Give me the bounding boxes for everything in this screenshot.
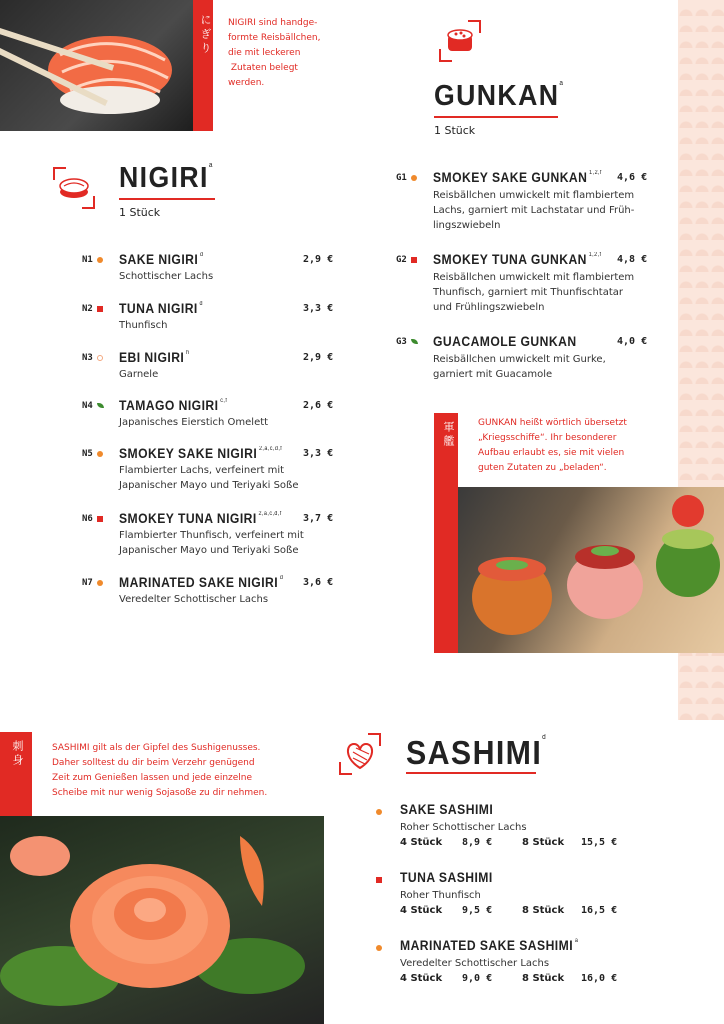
nigiri-item-code-text: N1 <box>82 255 93 265</box>
sashimi-qty-8: 8 Stück <box>522 905 565 916</box>
nigiri-item-name <box>119 575 283 590</box>
sashimi-qty-8: 8 Stück <box>522 837 565 848</box>
gunkan-icon <box>438 19 482 63</box>
nigiri-item-desc: Japanisches Eierstich Omelett <box>119 417 269 428</box>
nigiri-item-name <box>119 350 190 365</box>
sashimi-qty-4: 4 Stück <box>400 837 443 848</box>
gunkan-item-code-text: G2 <box>396 255 407 265</box>
sashimi-price-4: 8,9 € <box>462 837 493 848</box>
nigiri-intro-bar <box>193 0 213 131</box>
gunkan-item-name-text: GUACAMOLE GUNKAN <box>433 334 577 349</box>
sashimi-item-name <box>400 870 493 885</box>
nigiri-item-code <box>82 449 103 459</box>
gunkan-item-price: 4,6 € <box>617 172 648 183</box>
item-marker-icon <box>376 809 382 815</box>
sashimi-qty-4: 4 Stück <box>400 973 443 984</box>
nigiri-item-code <box>82 578 103 588</box>
sashimi-item-name <box>400 802 493 817</box>
sashimi-qty-8: 8 Stück <box>522 973 565 984</box>
gunkan-item-code <box>396 173 417 183</box>
nigiri-item-name <box>119 398 227 413</box>
nigiri-item-code <box>82 353 103 363</box>
nigiri-intro-text: NIGIRI sind handge- formte Reisbällchen, die mit leckeren Zutaten belegt werden. <box>228 18 321 88</box>
sashimi-price-8: 16,0 € <box>581 973 618 984</box>
nigiri-item-code-text: N4 <box>82 401 93 411</box>
item-marker-icon <box>97 580 103 586</box>
sashimi-intro-bar <box>0 732 32 816</box>
nigiri-intro-vertical: にぎり <box>199 14 212 56</box>
nigiri-item-desc: Thunfisch <box>119 320 168 331</box>
gunkan-item-name-text: SMOKEY SAKE GUNKAN <box>433 170 588 185</box>
sashimi-item-desc: Roher Thunfisch <box>400 890 481 901</box>
gunkan-item-desc: Reisbällchen umwickelt mit Gurke, <box>433 354 606 365</box>
item-marker-icon <box>97 451 103 457</box>
gunkan-intro-vertical: 軍艦 <box>442 421 455 449</box>
gunkan-item-name <box>433 170 602 185</box>
nigiri-item-desc: Japanischer Mayo und Teriyaki Soße <box>119 480 299 491</box>
gunkan-title: GUNKAN$^a$ <box>434 80 565 112</box>
nigiri-item-name-text: TUNA NIGIRI <box>119 301 198 316</box>
gunkan-intro-bar <box>434 413 458 653</box>
sashimi-item-name <box>400 938 578 953</box>
sashimi-intro-text: SASHIMI gilt als der Gipfel des Sushigenusses. Daher solltest du dir beim Verzehr genügend Zeit zum Genießen lassen und jede einzelne Scheibe mit nur wenig Sojasoße zu dir nehmen. <box>52 743 268 798</box>
nigiri-item-allergens: 2,a,c,d,f <box>258 446 283 452</box>
sashimi-item-desc: Roher Schottischer Lachs <box>400 822 527 833</box>
nigiri-item-desc: Schottischer Lachs <box>119 271 214 282</box>
nigiri-item-price: 2,6 € <box>303 400 334 411</box>
nigiri-item-code-text: N7 <box>82 578 93 588</box>
nigiri-item-price: 3,3 € <box>303 448 334 459</box>
gunkan-item-name-text: SMOKEY TUNA GUNKAN <box>433 252 587 267</box>
nigiri-item-name <box>119 301 203 316</box>
item-marker-icon <box>411 257 417 263</box>
nigiri-item-allergens: 2,a,c,d,f <box>258 511 282 517</box>
gunkan-title-underline <box>434 116 558 118</box>
sashimi-icon <box>338 732 382 776</box>
gunkan-item-code <box>396 255 417 265</box>
gunkan-photo <box>458 487 724 653</box>
nigiri-item-price: 3,7 € <box>303 513 334 524</box>
gunkan-item-allergens: 1,2,f <box>589 170 602 176</box>
nigiri-item-allergens: d <box>200 252 204 258</box>
gunkan-subtitle: 1 Stück <box>434 124 476 137</box>
nigiri-item-name <box>119 511 282 526</box>
nigiri-item-allergens: d <box>199 301 204 307</box>
nigiri-item-name-text: TAMAGO NIGIRI <box>119 398 219 413</box>
gunkan-item-desc: garniert mit Guacamole <box>433 369 553 380</box>
nigiri-item-price: 3,3 € <box>303 303 334 314</box>
gunkan-item-desc: Lachs, garniert mit Lachstatar und Früh- <box>433 205 635 216</box>
sashimi-item-allergens: a <box>574 938 579 944</box>
nigiri-item-code <box>82 514 103 524</box>
nigiri-title: NIGIRI$^a$ <box>119 162 214 194</box>
nigiri-item-desc: Flambierter Thunfisch, verfeinert mit <box>119 530 304 541</box>
item-marker-icon <box>97 306 103 312</box>
nigiri-item-code <box>82 255 103 265</box>
gunkan-item-price: 4,8 € <box>617 254 648 265</box>
nigiri-item-code-text: N5 <box>82 449 93 459</box>
sashimi-price-8: 15,5 € <box>581 837 618 848</box>
nigiri-item-name <box>119 446 282 461</box>
gunkan-item-price: 4,0 € <box>617 336 648 347</box>
nigiri-subtitle: 1 Stück <box>119 206 161 219</box>
gunkan-intro-text: GUNKAN heißt wörtlich übersetzt „Kriegsschiffe“. Ihr besonderer Aufbau erlaubt es, sie mit vielen guten Zutaten zu „beladen“. <box>478 418 627 473</box>
sashimi-item-name-text: SAKE SASHIMI <box>400 802 494 817</box>
nigiri-item-name-text: MARINATED SAKE NIGIRI <box>119 575 279 590</box>
nigiri-item-desc: Japanischer Mayo und Teriyaki Soße <box>119 545 299 556</box>
sashimi-title-underline <box>406 772 536 774</box>
item-marker-icon <box>97 355 103 361</box>
nigiri-item-code-text: N6 <box>82 514 93 524</box>
sashimi-item-name-text: MARINATED SAKE SASHIMI <box>400 938 574 953</box>
nigiri-item-desc: Flambierter Lachs, verfeinert mit <box>119 465 285 476</box>
nigiri-item-price: 3,6 € <box>303 577 334 588</box>
item-marker-icon <box>411 339 418 344</box>
sashimi-title: SASHIMI$^d$ <box>406 734 548 771</box>
gunkan-item-desc: Thunfisch, garniert mit Thunfischtatar <box>433 287 624 298</box>
nigiri-item-code-text: N3 <box>82 353 93 363</box>
item-marker-icon <box>376 945 382 951</box>
sashimi-qty-4: 4 Stück <box>400 905 443 916</box>
sashimi-price-8: 16,5 € <box>581 905 618 916</box>
sashimi-price-4: 9,0 € <box>462 973 493 984</box>
nigiri-item-name <box>119 252 203 267</box>
gunkan-item-desc: lingszwiebeln <box>433 220 501 231</box>
nigiri-item-desc: Veredelter Schottischer Lachs <box>119 594 269 605</box>
nigiri-item-code <box>82 304 103 314</box>
nigiri-item-code <box>82 401 104 411</box>
gunkan-item-desc: Reisbällchen umwickelt mit flambiertem <box>433 272 635 283</box>
nigiri-item-name-text: SMOKEY TUNA NIGIRI <box>119 511 257 526</box>
item-marker-icon <box>97 403 104 408</box>
gunkan-item-name <box>433 334 577 349</box>
nigiri-item-allergens: h <box>186 350 190 356</box>
nigiri-item-allergens: c,f <box>220 398 228 404</box>
gunkan-item-desc: und Frühlingszwiebeln <box>433 302 545 313</box>
nigiri-item-allergens: d <box>279 575 284 581</box>
sashimi-item-name-text: TUNA SASHIMI <box>400 870 493 885</box>
nigiri-photo <box>0 0 193 131</box>
nigiri-title-underline <box>119 198 215 200</box>
sashimi-photo <box>0 816 324 1024</box>
gunkan-item-code <box>396 337 418 347</box>
gunkan-item-allergens: 1,2,f <box>588 252 602 258</box>
gunkan-item-code-text: G1 <box>396 173 407 183</box>
nigiri-item-desc: Garnele <box>119 369 159 380</box>
sashimi-intro-vertical: 刺身 <box>11 740 24 768</box>
nigiri-item-code-text: N2 <box>82 304 93 314</box>
nigiri-item-name-text: EBI NIGIRI <box>119 350 185 365</box>
item-marker-icon <box>97 516 103 522</box>
item-marker-icon <box>376 877 382 883</box>
nigiri-item-price: 2,9 € <box>303 254 334 265</box>
item-marker-icon <box>97 257 103 263</box>
nigiri-icon <box>52 166 96 210</box>
nigiri-item-price: 2,9 € <box>303 352 334 363</box>
gunkan-item-desc: Reisbällchen umwickelt mit flambiertem <box>433 190 635 201</box>
sashimi-item-desc: Veredelter Schottischer Lachs <box>400 958 550 969</box>
sashimi-price-4: 9,5 € <box>462 905 493 916</box>
item-marker-icon <box>411 175 417 181</box>
gunkan-item-name <box>433 252 601 267</box>
nigiri-item-name-text: SMOKEY SAKE NIGIRI <box>119 446 258 461</box>
gunkan-item-code-text: G3 <box>396 337 407 347</box>
nigiri-item-name-text: SAKE NIGIRI <box>119 252 199 267</box>
